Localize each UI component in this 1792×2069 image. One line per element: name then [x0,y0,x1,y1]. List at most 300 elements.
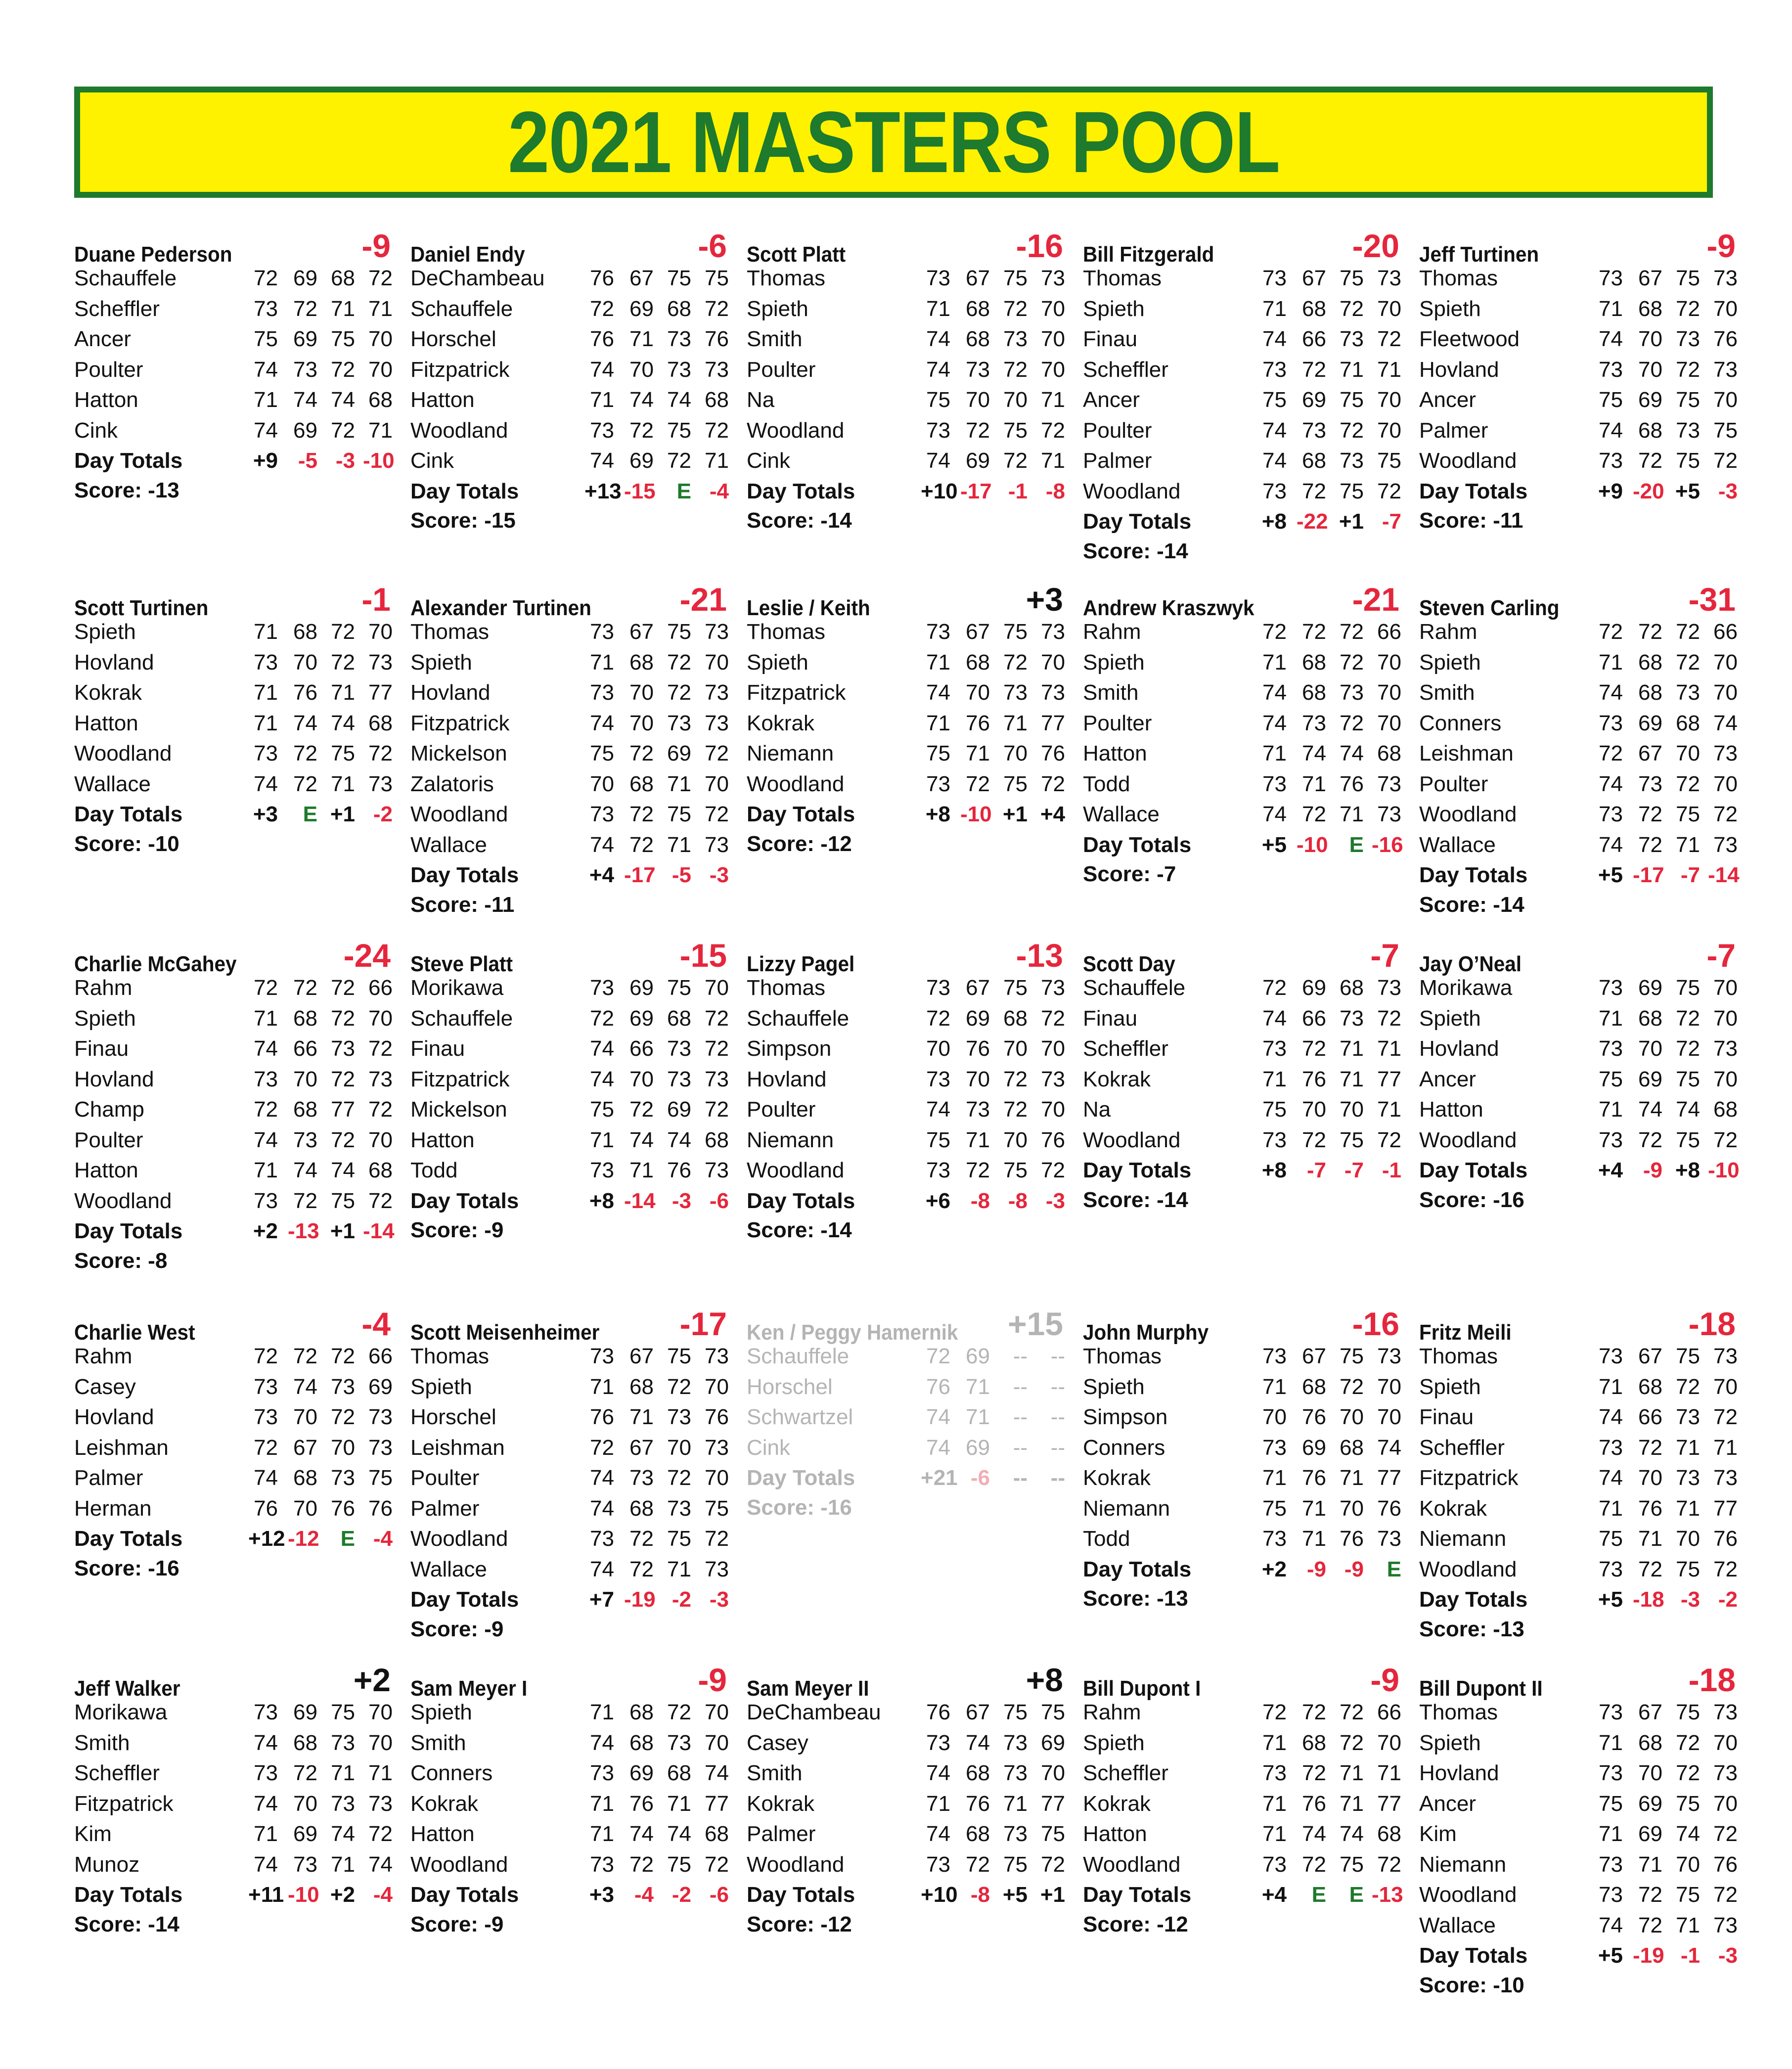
entry-card [1419,581,1740,919]
round-score: 75 [705,266,729,290]
day-total: -4 [373,1527,393,1551]
entry-header [1083,937,1399,976]
day-totals-row [410,1880,727,1910]
round-score: 68 [368,711,393,735]
entry-score: Score: -10 [74,831,179,856]
round-score: 71 [331,680,355,705]
round-score: 72 [1599,741,1623,765]
entry-total: -6 [698,227,727,264]
player-name: Schauffele [747,1006,850,1031]
round-score: 67 [1302,1344,1326,1368]
round-score: 72 [1638,1913,1662,1937]
round-score: 71 [1041,388,1065,412]
entry-score: Score: -10 [1419,1973,1524,1997]
round-score: 70 [1377,650,1401,675]
day-total: -8 [1045,479,1065,503]
day-totals-label: Day Totals [1083,509,1192,534]
round-score: 76 [1340,1527,1364,1551]
round-score: 75 [331,1188,355,1213]
round-score: 73 [1599,802,1623,826]
day-totals-label: Day Totals [747,1188,855,1213]
round-score: 68 [1713,1097,1738,1122]
player-name: Ancer [1419,1791,1476,1816]
day-total: -10 [363,449,395,473]
round-score: 74 [1599,1466,1623,1490]
round-score: 75 [1262,388,1287,412]
round-score: 69 [293,1700,317,1724]
round-score: 72 [667,650,691,675]
player-name: Kokrak [74,680,142,705]
round-score: 73 [1262,771,1287,796]
round-score: 75 [667,1344,691,1368]
player-row [747,973,1063,1003]
round-score: 75 [1676,1344,1700,1368]
round-score: 73 [705,1067,729,1091]
round-score: 73 [1340,680,1364,705]
round-score: 74 [705,1761,729,1785]
player-row [1083,1819,1399,1849]
round-score: 68 [1302,1374,1326,1399]
round-score: 74 [590,357,614,382]
day-totals-label: Day Totals [747,479,855,503]
player-row [74,1186,391,1216]
day-totals-row [410,1186,727,1216]
round-score: 72 [368,266,393,290]
round-score: 73 [1302,711,1326,735]
round-score: 72 [1340,1700,1364,1724]
player-name: Kim [1419,1822,1457,1846]
entry-total: -7 [1706,937,1736,974]
entry-header [1083,581,1399,620]
round-score: 72 [1003,296,1028,321]
entry-score: Score: -13 [74,478,179,502]
day-total: +12 [248,1527,285,1551]
player-name: Spieth [410,1700,472,1724]
round-score: 75 [926,388,950,412]
round-score: 75 [1713,418,1738,443]
round-score: 67 [1638,741,1662,765]
round-score: 72 [331,650,355,675]
player-name: Hovland [747,1067,827,1091]
day-total: -3 [1045,1188,1065,1213]
player-name: Wallace [410,1557,487,1581]
player-name: DeChambeau [410,266,545,290]
round-score: 67 [966,620,990,644]
day-total: +7 [589,1587,614,1612]
entry-name: John Murphy [1083,1320,1209,1345]
player-row [74,1402,391,1433]
player-row [1419,324,1736,355]
player-name: Scheffler [74,1761,160,1785]
entry-header [1083,227,1399,267]
player-row [74,1003,391,1034]
day-total: +2 [253,1219,278,1243]
round-score: 70 [293,1067,317,1091]
player-row [74,1463,391,1493]
round-score: 74 [926,357,950,382]
player-name: Finau [410,1036,465,1061]
round-score: 73 [1676,1466,1700,1490]
player-row [1419,263,1736,294]
round-score: 72 [667,680,691,705]
player-row [747,769,1063,800]
player-row [747,294,1063,324]
round-score: 77 [368,680,393,705]
round-score: 66 [1377,620,1401,644]
round-score: 74 [667,1127,691,1152]
player-name: Thomas [1083,1344,1162,1368]
round-score: 70 [705,976,729,1000]
round-score: 70 [1676,741,1700,765]
round-score: 72 [1340,620,1364,644]
day-total: -7 [1382,509,1401,534]
player-row [74,973,391,1003]
round-score: 66 [1302,1006,1326,1031]
entry-total: -18 [1688,1305,1736,1342]
round-score: 71 [667,771,691,796]
player-row [747,617,1063,647]
player-name: Schauffele [1083,976,1186,1000]
player-row [74,647,391,678]
entry-total: -4 [361,1305,391,1342]
round-score: 70 [1638,1036,1662,1061]
player-row [74,263,391,294]
round-score: 72 [590,1006,614,1031]
round-score: 69 [1638,1822,1662,1846]
day-total: +5 [1002,1883,1028,1907]
round-score: 73 [331,1466,355,1490]
player-name: Scheffler [1083,1036,1168,1061]
round-score: 70 [1713,1067,1738,1091]
player-row [410,1697,727,1728]
player-row [1419,1758,1736,1789]
day-total: +3 [253,802,278,826]
round-score: 73 [1676,680,1700,705]
round-score: 74 [254,1036,278,1061]
entry-score: Score: -14 [747,508,852,533]
player-row [1083,617,1399,647]
round-score: 73 [667,1496,691,1521]
player-row [1419,415,1736,446]
round-score: 70 [368,357,393,382]
round-score: 70 [1713,771,1738,796]
round-score: 73 [1262,479,1287,503]
round-score: 73 [667,1405,691,1429]
player-row [1083,1493,1399,1524]
round-score: -- [1050,1405,1065,1429]
round-score: 75 [1340,388,1364,412]
day-totals-label: Day Totals [1419,1943,1528,1968]
day-total: +9 [1598,479,1623,503]
player-row [410,263,727,294]
player-name: Finau [74,1036,129,1061]
round-score: 75 [1676,1557,1700,1581]
day-total: -8 [970,1883,990,1907]
round-score: 67 [1638,266,1662,290]
round-score: 72 [1713,1883,1738,1907]
round-score: 72 [966,771,990,796]
round-score: 69 [293,418,317,443]
round-score: 72 [1377,479,1401,503]
day-totals-label: Day Totals [1419,863,1528,887]
round-score: 76 [254,1496,278,1521]
round-score: 73 [1003,1822,1028,1846]
round-score: 74 [254,357,278,382]
round-score: 73 [1713,266,1738,290]
player-row [410,1125,727,1156]
round-score: 74 [966,1730,990,1755]
round-score: 71 [1676,1913,1700,1937]
round-score: 72 [1676,1036,1700,1061]
day-totals-label: Day Totals [1083,1158,1192,1182]
player-row [1083,1003,1399,1034]
round-score: 71 [1340,1036,1364,1061]
day-total: E [303,802,317,826]
round-score: 73 [368,771,393,796]
round-score: 74 [1262,418,1287,443]
entry-header [1083,1662,1399,1701]
player-name: Schauffele [74,266,177,290]
round-score: 72 [926,1344,950,1368]
player-name: Kokrak [1083,1067,1151,1091]
round-score: 72 [1676,1761,1700,1785]
player-name: Poulter [74,357,143,382]
player-row [1083,769,1399,800]
round-score: 73 [1599,1127,1623,1152]
player-name: Poulter [747,357,816,382]
round-score: 73 [1340,1006,1364,1031]
player-row [74,1372,391,1402]
player-name: Conners [410,1761,493,1785]
entry-score: Score: -11 [410,892,515,917]
round-score: 73 [1599,1435,1623,1460]
entry-card [74,1305,393,1583]
round-score: 70 [1377,418,1401,443]
player-row [1419,677,1736,708]
day-totals-label: Day Totals [410,1188,519,1213]
player-row [1419,355,1736,385]
round-score: 68 [1340,1435,1364,1460]
round-score: 72 [1713,1127,1738,1152]
player-row [74,385,391,415]
player-name: Finau [1419,1405,1474,1429]
round-score: 74 [1599,327,1623,351]
entry-score: Score: -14 [747,1218,852,1242]
player-row [747,1789,1063,1819]
round-score: 68 [331,266,355,290]
round-score: 72 [1302,802,1326,826]
round-score: 75 [1676,976,1700,1000]
player-name: Spieth [410,1374,472,1399]
player-row [1419,647,1736,678]
entry-total: -24 [343,937,391,974]
round-score: 70 [293,1405,317,1429]
player-name: Wallace [410,832,487,857]
round-score: 73 [368,1405,393,1429]
entry-card [74,581,393,858]
round-score: 70 [1638,1466,1662,1490]
round-score: 71 [254,620,278,644]
round-score: 71 [1340,1761,1364,1785]
round-score: 73 [926,620,950,644]
player-name: Woodland [410,1527,508,1551]
player-row [410,799,727,830]
player-row [74,1493,391,1524]
round-score: 69 [293,327,317,351]
entry-name: Daniel Endy [410,242,525,267]
round-score: 73 [1676,327,1700,351]
entry-card [747,581,1065,858]
round-score: 73 [926,976,950,1000]
entry-header [410,937,727,976]
round-score: 70 [705,771,729,796]
round-score: 73 [590,418,614,443]
round-score: 70 [1041,1036,1065,1061]
round-score: 68 [705,1822,729,1846]
round-score: 73 [1676,1405,1700,1429]
round-score: 73 [1262,1852,1287,1877]
round-score: 73 [1713,1761,1738,1785]
round-score: 72 [1003,1067,1028,1091]
entry-total: -31 [1688,581,1736,618]
player-name: Rahm [1419,620,1478,644]
player-row [74,1064,391,1095]
round-score: 74 [1599,1913,1623,1937]
player-name: Fitzpatrick [410,1067,510,1091]
round-score: 73 [590,1761,614,1785]
round-score: 73 [590,976,614,1000]
round-score: 69 [629,976,654,1000]
player-row [1419,1524,1736,1554]
player-name: Rahm [1083,620,1141,644]
player-row [747,1003,1063,1034]
round-score: 72 [1262,620,1287,644]
day-total: -3 [1718,479,1738,503]
round-score: 73 [331,1374,355,1399]
round-score: 69 [667,1097,691,1122]
round-score: 71 [254,388,278,412]
entry-score: Score: -12 [747,1912,852,1936]
entry-header [747,937,1063,976]
round-score: 74 [293,1374,317,1399]
day-totals-row [74,799,391,830]
entry-header [74,227,391,267]
round-score: 72 [368,1097,393,1122]
player-name: Scheffler [1083,357,1168,382]
round-score: 75 [1377,449,1401,473]
round-score: 72 [293,296,317,321]
day-total: -6 [709,1883,729,1907]
round-score: 72 [1377,1006,1401,1031]
day-total: +3 [589,1883,614,1907]
round-score: 75 [1003,1700,1028,1724]
day-total: +2 [330,1883,355,1907]
entry-card [1083,1305,1401,1613]
player-name: Ancer [1419,388,1476,412]
round-score: 73 [705,1435,729,1460]
player-row [1083,415,1399,446]
round-score: 71 [1302,1527,1326,1551]
round-score: 68 [293,1730,317,1755]
round-score: 72 [1340,1730,1364,1755]
round-score: 76 [1377,1496,1401,1521]
round-score: 76 [1340,771,1364,796]
round-score: 72 [629,802,654,826]
round-score: 69 [629,449,654,473]
round-score: 71 [254,711,278,735]
round-score: 71 [590,650,614,675]
player-name: Poulter [74,1127,143,1152]
round-score: 77 [1377,1466,1401,1490]
round-score: 75 [1340,1852,1364,1877]
round-score: 75 [1262,1496,1287,1521]
round-score: 68 [1638,650,1662,675]
player-name: Na [747,388,775,412]
round-score: 71 [1638,1527,1662,1551]
round-score: 73 [254,741,278,765]
round-score: 69 [1638,711,1662,735]
day-total: -20 [1633,479,1664,503]
round-score: 76 [629,1791,654,1816]
round-score: 75 [1599,1067,1623,1091]
day-total: +6 [925,1188,950,1213]
round-score: 72 [293,771,317,796]
round-score: 68 [667,1761,691,1785]
round-score: 73 [368,1791,393,1816]
round-score: 72 [254,1097,278,1122]
round-score: 72 [1340,418,1364,443]
round-score: 72 [1340,711,1364,735]
round-score: 70 [1041,650,1065,675]
round-score: 71 [1599,1006,1623,1031]
round-score: 74 [629,388,654,412]
round-score: 73 [705,711,729,735]
round-score: 73 [254,296,278,321]
player-row [747,1819,1063,1849]
round-score: 72 [1340,1374,1364,1399]
round-score: 70 [1340,1405,1364,1429]
round-score: 74 [1262,327,1287,351]
player-row [74,769,391,800]
round-score: -- [1013,1435,1028,1460]
player-row [410,1463,727,1493]
round-score: 76 [1302,1067,1326,1091]
player-row [410,446,727,476]
player-row [1419,446,1736,476]
round-score: 68 [293,1466,317,1490]
round-score: 70 [1377,388,1401,412]
player-row [1419,830,1736,860]
player-name: Woodland [1419,802,1517,826]
round-score: 71 [1599,650,1623,675]
round-score: 70 [1340,1097,1364,1122]
round-score: 70 [1377,1405,1401,1429]
player-row [410,1155,727,1186]
round-score: 76 [331,1496,355,1521]
round-score: 69 [629,1006,654,1031]
entry-score: Score: -14 [1083,1187,1188,1212]
entry-card [74,1662,393,1939]
player-row [747,263,1063,294]
round-score: 73 [1599,1344,1623,1368]
player-name: Smith [1083,680,1139,705]
round-score: 73 [1262,266,1287,290]
day-totals-label: Day Totals [1083,1883,1192,1907]
round-score: 73 [254,1700,278,1724]
round-score: 72 [667,1700,691,1724]
round-score: 72 [1377,1852,1401,1877]
round-score: 68 [1638,296,1662,321]
